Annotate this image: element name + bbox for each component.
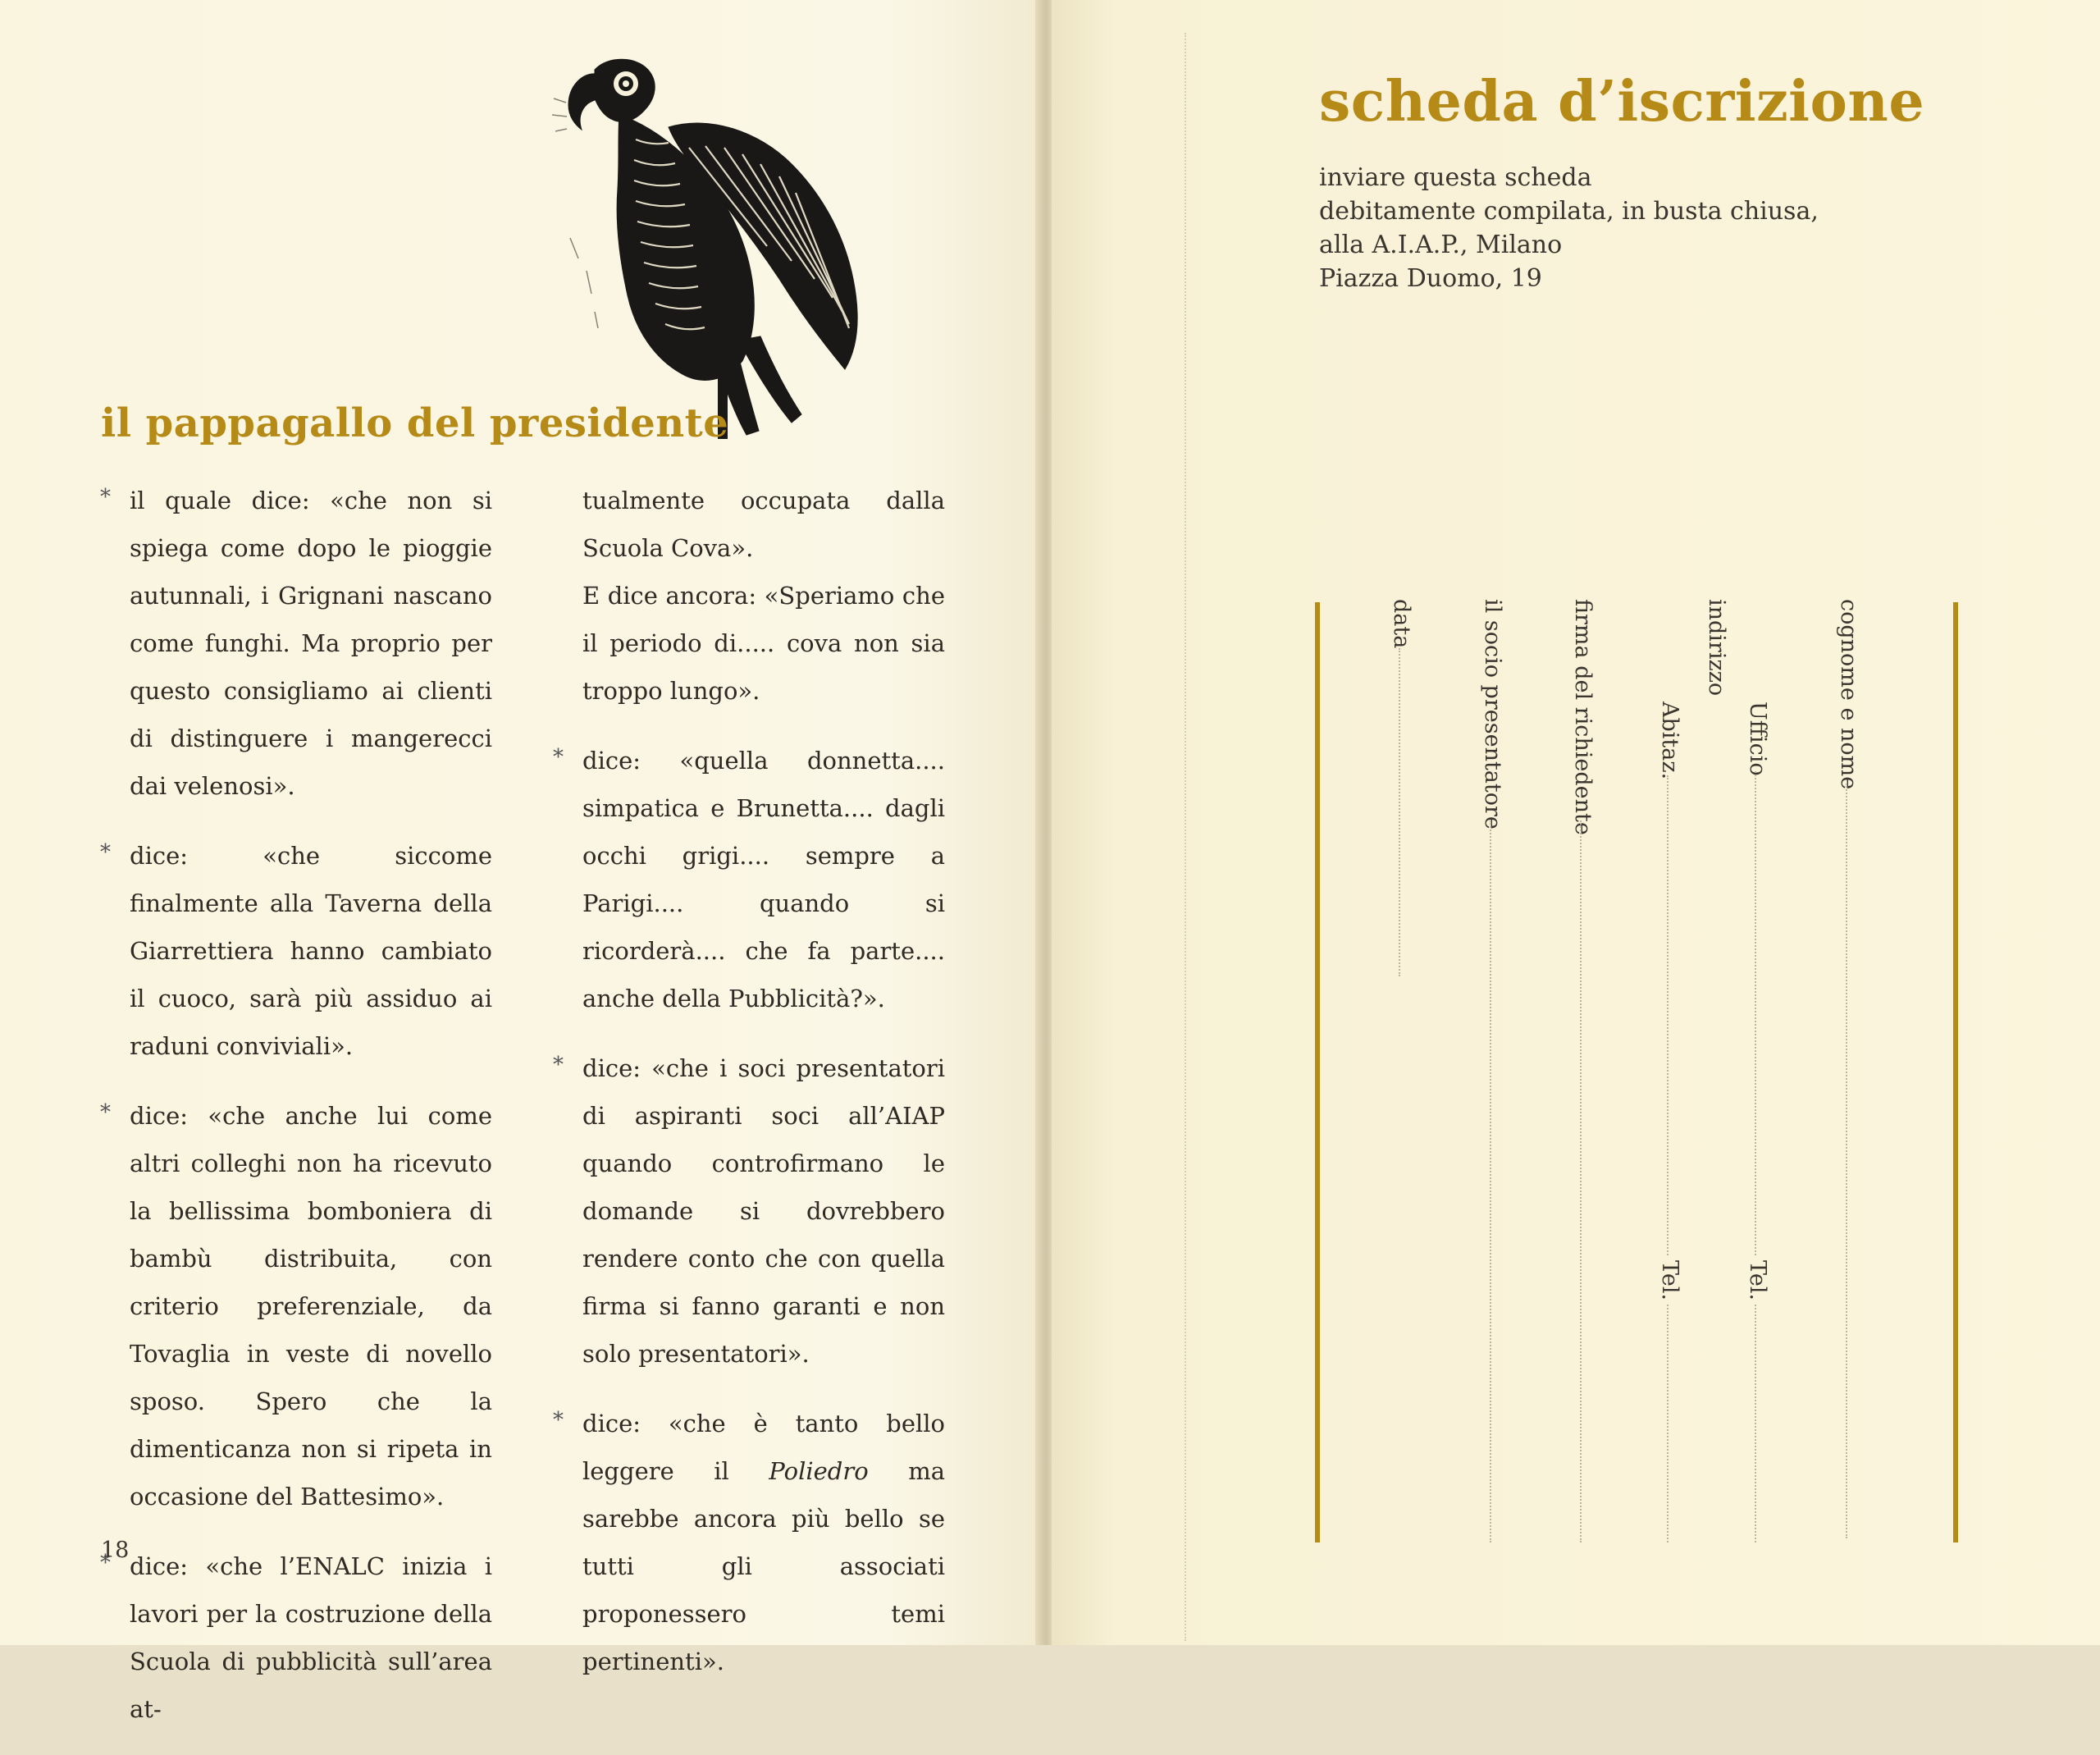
parrot-quote: * dice: «quella donnetta.... simpatica e Brunetta.... dagli occhi grigi.... sempre a Parigi.... quando si ricorderà.... che fa parte.... anche della Pubblicità?». bbox=[582, 737, 945, 1022]
field-office-line[interactable] bbox=[1755, 771, 1756, 1255]
left-page bbox=[0, 0, 1043, 1723]
form-border-right bbox=[1953, 602, 1958, 1542]
instruction-line: debitamente compilata, in busta chiusa, bbox=[1319, 197, 1819, 226]
parrot-quote-continuation: E dice ancora: «Speriamo che il periodo di..... cova non sia troppo lungo». bbox=[582, 582, 945, 705]
field-office-tel-label: Tel. bbox=[1745, 1260, 1770, 1301]
field-sponsor-line[interactable] bbox=[1490, 820, 1491, 1542]
magazine-title: Poliedro bbox=[769, 1457, 869, 1485]
form-instructions bbox=[1319, 161, 1819, 295]
field-office-tel-line[interactable] bbox=[1755, 1305, 1756, 1542]
field-signature-label: firma del richiedente bbox=[1570, 599, 1596, 835]
field-date-label: data bbox=[1389, 599, 1414, 649]
text-column-1 bbox=[130, 477, 492, 1755]
instruction-line: Piazza Duomo, 19 bbox=[1319, 264, 1542, 293]
parrot-quote bbox=[582, 1400, 945, 1685]
field-address-label: indirizzo bbox=[1704, 599, 1729, 697]
quote-text: dice: «che è tanto bello leggere il bbox=[582, 1410, 945, 1485]
instruction-line: alla A.I.A.P., Milano bbox=[1319, 231, 1563, 259]
text-column-2 bbox=[582, 477, 945, 1707]
instruction-line: inviare questa scheda bbox=[1319, 163, 1592, 192]
parrot-quote-continuation: tualmente occupata dalla Scuola Cova». bbox=[582, 487, 945, 562]
field-office-label: Ufficio bbox=[1745, 702, 1770, 776]
field-home-tel-label: Tel. bbox=[1657, 1260, 1682, 1301]
field-name-line[interactable] bbox=[1846, 784, 1847, 1538]
field-date-line[interactable] bbox=[1399, 648, 1400, 976]
parrot-quote: * dice: «che l’ENALC inizia i lavori per la costruzione della Scuola di pubblicità sull’area at- bbox=[130, 1542, 492, 1733]
quote-text: ma sarebbe ancora più bello se tutti gli associati proponessero temi pertinenti». bbox=[582, 1457, 945, 1675]
field-sponsor-label: il socio presentatore bbox=[1480, 599, 1505, 830]
parrot-quote: * il quale dice: «che non si spiega come dopo le pioggie autunnali, i Grignani nascano come funghi. Ma proprio per questo consigliamo ai clienti di distinguere i mangerecci dai velenosi». bbox=[130, 477, 492, 810]
parrot-quote: * dice: «che siccome finalmente alla Taverna della Giarrettiera hanno cambiato il cuoco, sarà più assiduo ai raduni conviviali». bbox=[130, 832, 492, 1070]
form-border-left bbox=[1315, 602, 1320, 1542]
page-number: 18 bbox=[101, 1538, 130, 1563]
fold-line bbox=[1185, 33, 1186, 1641]
parrot-illustration bbox=[546, 49, 964, 443]
section-title: il pappagallo del presidente bbox=[101, 400, 729, 446]
field-home-line[interactable] bbox=[1667, 775, 1669, 1255]
field-name-label: cognome e nome bbox=[1836, 599, 1861, 790]
field-home-label: Abitaz. bbox=[1657, 702, 1682, 780]
parrot-quote: * dice: «che anche lui come altri colleghi non ha ricevuto la bellissima bomboniera di bambù distribuita, con criterio preferenziale, da Tovaglia in veste di novello sposo. Spero che la dimenticanza non si ripeta in occasione del Battesimo». bbox=[130, 1092, 492, 1520]
form-title: scheda d’iscrizione bbox=[1319, 69, 1925, 135]
parrot-quote: * dice: «che i soci presentatori di aspiranti soci all’AIAP quando controfirmano le domande si dovrebbero rendere conto che con quella firma si fanno garanti e non solo presentatori». bbox=[582, 1044, 945, 1378]
field-home-tel-line[interactable] bbox=[1667, 1305, 1669, 1542]
field-signature-line[interactable] bbox=[1580, 820, 1582, 1542]
